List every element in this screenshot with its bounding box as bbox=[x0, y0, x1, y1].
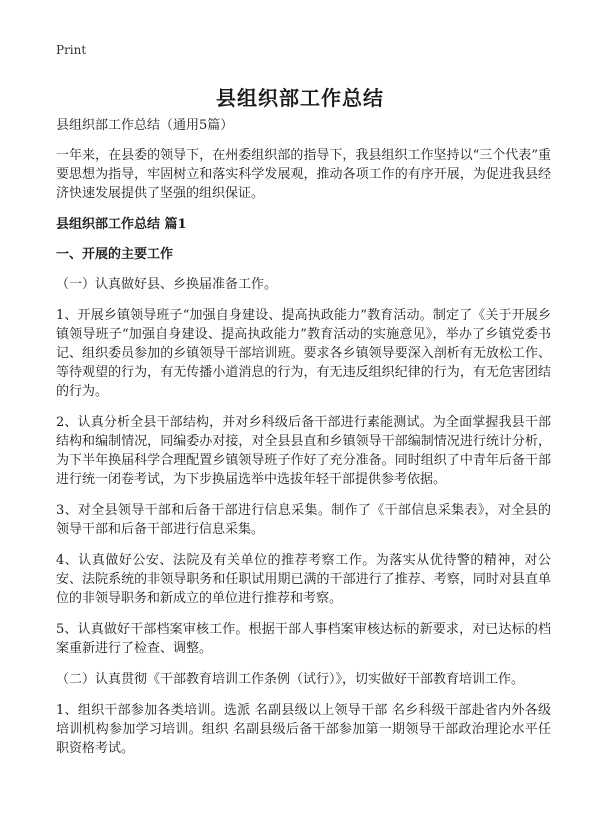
subsection-heading-1: （一）认真做好县、乡换届准备工作。 bbox=[56, 277, 278, 292]
subsection-heading-2: （二）认真贯彻《干部教育培训工作条例（试行）》，切实做好干部教育培训工作。 bbox=[56, 672, 525, 687]
section-heading: 县组织部工作总结 篇1 bbox=[56, 217, 187, 232]
list-item: 1、开展乡镇领导班子“加强自身建设、提高执政能力”教育活动。制定了《关于开展乡镇领导班子“加强自身建设、提高执政能力”教育活动的实施意见》，举办了乡镇党委书记、组织委员参加的乡镇领导干部培训班。要求各乡镇领导要深入剖析有无放松工作、等待观望的行为，有无传播小道消息的行为，有无违反组织纪律的行为，有无危害团结的行为。 bbox=[56, 308, 551, 399]
part-heading: 一、开展的主要工作 bbox=[56, 247, 174, 262]
list-item: 3、对全县领导干部和后备干部进行信息采集。制作了《干部信息采集表》，对全县的领导干部和后备干部进行信息采集。 bbox=[56, 503, 551, 537]
list-item: 1、组织干部参加各类培训。选派 名副县级以上领导干部 名乡科级干部赴省内外各级培训机构参加学习培训。组织 名副县级后备干部参加第一期领导干部政治理论水平任职资格考试。 bbox=[56, 703, 551, 756]
document-title: 县组织部工作总结 bbox=[216, 86, 384, 110]
list-item: 4、认真做好公安、法院及有关单位的推荐考察工作。为落实从优待警的精神，对公安、法院系统的非领导职务和任职试用期已满的干部进行了推荐、考察，同时对县直单位的非领导职务和新成立的单位进行推荐和考察。 bbox=[56, 553, 551, 606]
list-item: 2、认真分析全县干部结构，并对乡科级后备干部进行素能测试。为全面掌握我县干部结构和编制情况，同编委办对接，对全县县直和乡镇领导干部编制情况进行统计分析，为下半年换届科学合理配置乡镇领导班子作好了充分准备。同时组织了中青年后备干部进行统一闭卷考试，为下步换届选举中选拔年轻干部提供参考依据。 bbox=[56, 415, 551, 487]
document-body bbox=[56, 116, 551, 770]
print-link[interactable]: Print bbox=[56, 43, 87, 57]
intro-paragraph: 一年来，在县委的领导下，在州委组织部的指导下，我县组织工作坚持以“三个代表”重要思想为指导，牢固树立和落实科学发展观，推动各项工作的有序开展，为促进我县经济快速发展提供了坚强的组织保证。 bbox=[56, 148, 551, 201]
document-subtitle: 县组织部工作总结（通用5篇） bbox=[56, 118, 234, 133]
list-item: 5、认真做好干部档案审核工作。根据干部人事档案审核达标的新要求，对已达标的档案重新进行了检查、调整。 bbox=[56, 622, 551, 656]
